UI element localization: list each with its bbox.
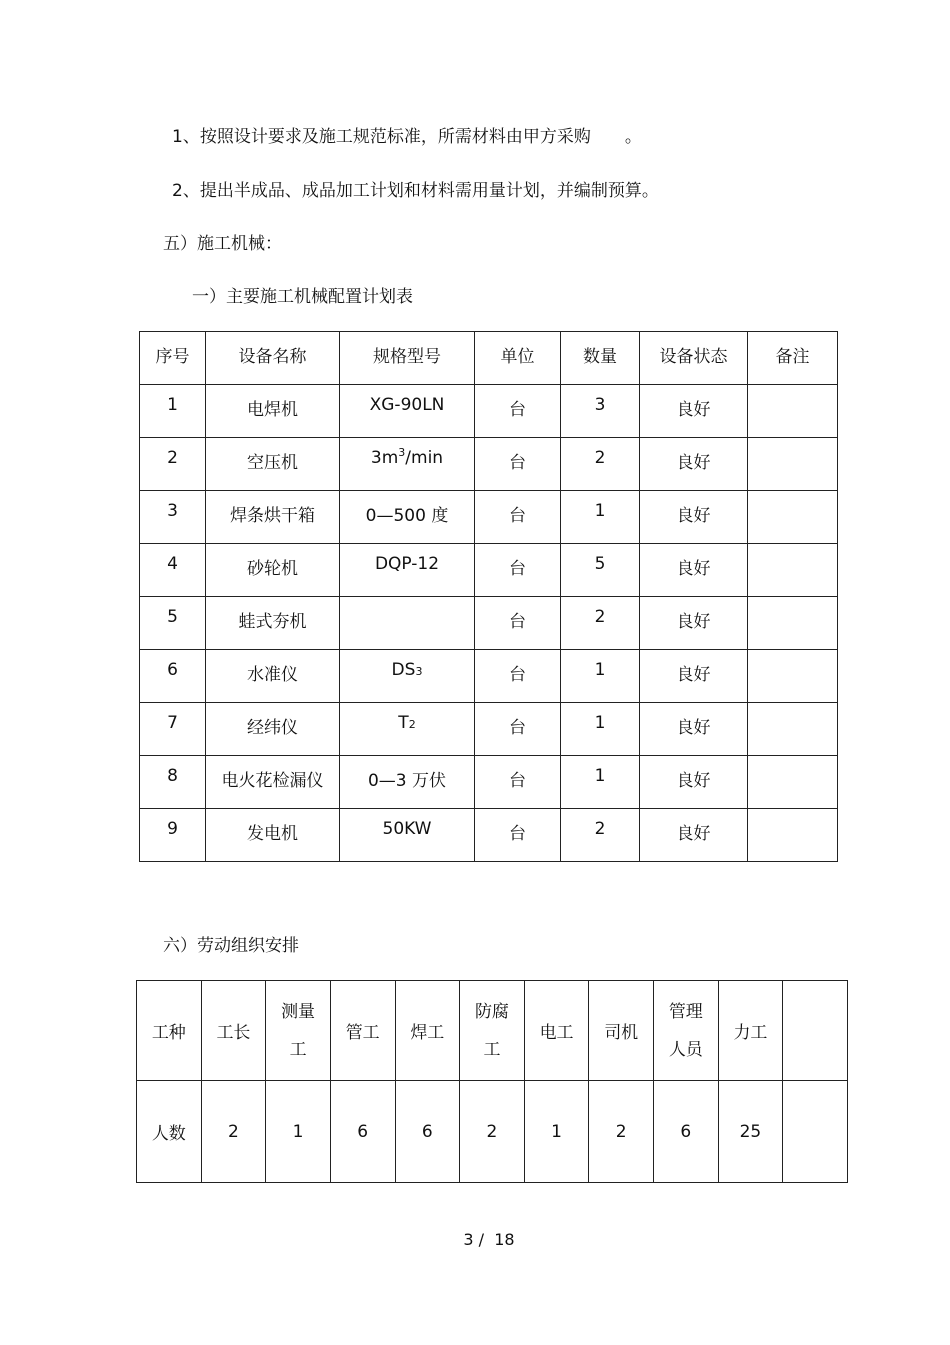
cell-name: 焊条烘干箱: [206, 491, 340, 544]
count-cell: 6: [395, 1081, 460, 1183]
trade-cell: 电工: [524, 981, 589, 1081]
cell-name: 水准仪: [206, 650, 340, 703]
header-cell: 数量: [561, 332, 640, 385]
cell-spec: 0—3 万伏: [340, 756, 475, 809]
trade-label-line: 测量: [281, 1001, 316, 1022]
row-header-cell: 人数: [137, 1081, 202, 1183]
table-row: [140, 438, 838, 491]
spec-superscript: 3: [398, 446, 406, 459]
cell-qty: 1: [561, 756, 640, 809]
cell-qty: 5: [561, 544, 640, 597]
trade-cell: [266, 981, 331, 1081]
header-cell: 规格型号: [340, 332, 475, 385]
cell-spec: [340, 597, 475, 650]
header-cell: 设备名称: [206, 332, 340, 385]
trade-row: [137, 981, 848, 1081]
table-row: [140, 756, 838, 809]
header-cell: 序号: [140, 332, 206, 385]
table-row: [140, 544, 838, 597]
cell-note: [748, 491, 838, 544]
trade-label-line: 工: [289, 1039, 307, 1060]
count-cell: 6: [330, 1081, 395, 1183]
trade-cell: [460, 981, 525, 1081]
spec-subscript: 2: [408, 718, 416, 731]
cell-unit: 台: [475, 756, 561, 809]
table-row: [140, 385, 838, 438]
cell-qty: 2: [561, 438, 640, 491]
count-cell: 1: [524, 1081, 589, 1183]
cell-unit: 台: [475, 438, 561, 491]
spec-subscript: 3: [415, 665, 423, 678]
cell-name: 砂轮机: [206, 544, 340, 597]
cell-qty: 1: [561, 491, 640, 544]
cell-note: [748, 438, 838, 491]
cell-no: 6: [140, 650, 206, 703]
cell-no: 8: [140, 756, 206, 809]
cell-spec: [340, 703, 475, 756]
cell-spec: [340, 650, 475, 703]
cell-status: 良好: [640, 544, 748, 597]
cell-no: 5: [140, 597, 206, 650]
count-row: [137, 1081, 848, 1183]
cell-no: 1: [140, 385, 206, 438]
cell-name: 电火花检漏仪: [206, 756, 340, 809]
cell-qty: 3: [561, 385, 640, 438]
trade-cell: [783, 981, 848, 1081]
machine-config-table: [139, 331, 838, 862]
cell-status: 良好: [640, 756, 748, 809]
cell-no: 3: [140, 491, 206, 544]
cell-note: [748, 703, 838, 756]
cell-qty: 2: [561, 809, 640, 862]
count-cell: 1: [266, 1081, 331, 1183]
cell-no: 7: [140, 703, 206, 756]
cell-no: 2: [140, 438, 206, 491]
cell-status: 良好: [640, 385, 748, 438]
labor-organization-table: [136, 980, 848, 1183]
row-header-cell: 工种: [137, 981, 202, 1081]
cell-spec: XG-90LN: [340, 385, 475, 438]
cell-unit: 台: [475, 809, 561, 862]
count-cell: 6: [654, 1081, 719, 1183]
cell-name: 蛙式夯机: [206, 597, 340, 650]
cell-note: [748, 597, 838, 650]
trade-label-line: 工: [483, 1039, 501, 1060]
cell-unit: 台: [475, 703, 561, 756]
cell-no: 4: [140, 544, 206, 597]
section-heading-labor: 六）劳动组织安排: [163, 936, 299, 956]
cell-unit: 台: [475, 544, 561, 597]
cell-spec: DQP-12: [340, 544, 475, 597]
trade-cell: 管工: [330, 981, 395, 1081]
trade-cell: 司机: [589, 981, 654, 1081]
paragraph-item-2: 2、提出半成品、成品加工计划和材料需用量计划，并编制预算。: [172, 181, 659, 201]
cell-status: 良好: [640, 438, 748, 491]
table-row: [140, 809, 838, 862]
cell-spec: 0—500 度: [340, 491, 475, 544]
cell-name: 空压机: [206, 438, 340, 491]
header-cell: 设备状态: [640, 332, 748, 385]
trade-cell: [654, 981, 719, 1081]
cell-qty: 1: [561, 650, 640, 703]
cell-qty: 2: [561, 597, 640, 650]
count-cell: 25: [718, 1081, 783, 1183]
header-cell: 备注: [748, 332, 838, 385]
cell-status: 良好: [640, 597, 748, 650]
section-heading-machinery: 五）施工机械：: [163, 234, 282, 254]
table-header-row: [140, 332, 838, 385]
cell-unit: 台: [475, 597, 561, 650]
cell-note: [748, 756, 838, 809]
cell-status: 良好: [640, 491, 748, 544]
trade-label-line: 防腐: [474, 1001, 509, 1022]
cell-unit: 台: [475, 385, 561, 438]
count-cell: 2: [589, 1081, 654, 1183]
subsection-heading-machine-plan: 一）主要施工机械配置计划表: [192, 287, 413, 307]
cell-status: 良好: [640, 809, 748, 862]
cell-spec: 50KW: [340, 809, 475, 862]
trade-cell: 力工: [718, 981, 783, 1081]
table-row: [140, 703, 838, 756]
cell-spec: [340, 438, 475, 491]
cell-note: [748, 385, 838, 438]
table-row: [140, 650, 838, 703]
trade-cell: 工长: [201, 981, 266, 1081]
spec-tail: /min: [405, 448, 444, 468]
cell-note: [748, 650, 838, 703]
cell-name: 发电机: [206, 809, 340, 862]
page-number: 3 / 18: [463, 1230, 515, 1249]
spec-text: 3m: [370, 448, 399, 468]
count-cell: [783, 1081, 848, 1183]
table-row: [140, 597, 838, 650]
count-cell: 2: [460, 1081, 525, 1183]
spec-text: T: [398, 713, 409, 733]
cell-note: [748, 544, 838, 597]
cell-unit: 台: [475, 650, 561, 703]
trade-cell: 焊工: [395, 981, 460, 1081]
spec-text: DS: [391, 660, 416, 680]
trade-label-line: 人员: [668, 1039, 703, 1060]
header-cell: 单位: [475, 332, 561, 385]
cell-note: [748, 809, 838, 862]
cell-name: 经纬仪: [206, 703, 340, 756]
paragraph-item-1: 1、按照设计要求及施工规范标准，所需材料由甲方采购 。: [172, 127, 642, 147]
cell-no: 9: [140, 809, 206, 862]
cell-qty: 1: [561, 703, 640, 756]
cell-status: 良好: [640, 703, 748, 756]
trade-label-line: 管理: [668, 1001, 703, 1022]
count-cell: 2: [201, 1081, 266, 1183]
cell-unit: 台: [475, 491, 561, 544]
cell-name: 电焊机: [206, 385, 340, 438]
table-row: [140, 491, 838, 544]
cell-status: 良好: [640, 650, 748, 703]
